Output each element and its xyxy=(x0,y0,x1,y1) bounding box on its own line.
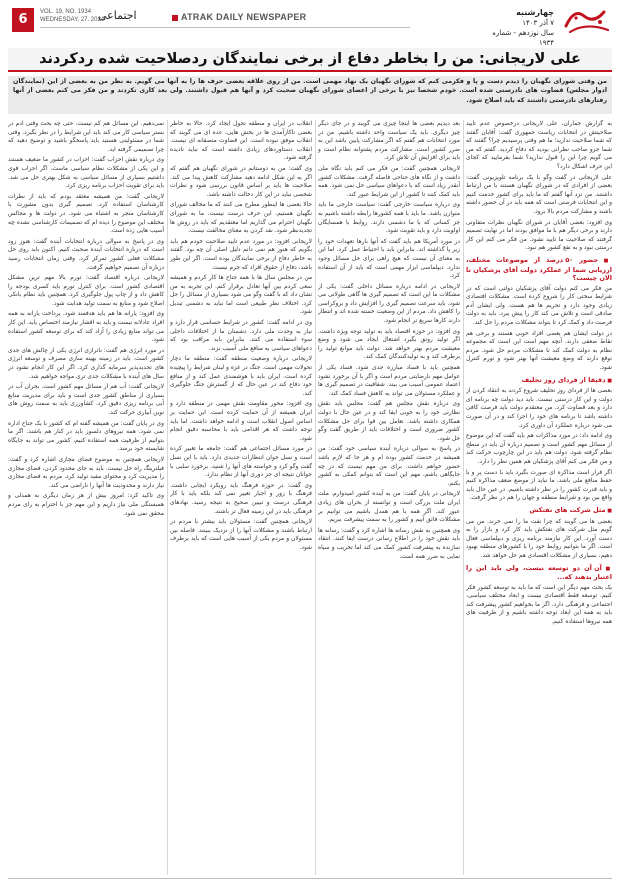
subheading: ■ حضور ۵۰ درصد از موضوعات مختلف، ارزیابی شما از عملکرد دولت آقای پزشکیان تا الان چیست؟ xyxy=(466,256,612,283)
subheading: ■ آن آن دو توسعه نیست، ولی باید این را اعتبار بدهند که... xyxy=(466,564,612,582)
paragraph: لاریجانی درباره وضعیت منطقه گفت: منطقه ما دچار تحولات مهمی است. جنگ در غزه و لبنان شرایط را پیچیده کرده است. ایران باید با هوشمندی عمل کند و از منافع خود دفاع کند در عین حال که از گسترش جنگ جلوگیری کند. xyxy=(170,356,312,397)
paragraph: وی در پایان گفت: من همیشه گفته ام که کشور با یک جناح اداره نمی شود. همه نیروهای دلسوز باید در کنار هم باشند. اگر ما بتوانیم از ظرفیت همه استفاده کنیم، کشور می تواند به جایگاه شایسته خود برسد. xyxy=(8,420,164,453)
paragraph: بعضی ها از فردای روز تحلیف شروع کردند به انتقاد کردن از دولت و این کار درستی نیست. باید دید دولت چه برنامه ای دارد و بعد قضاوت کرد. من معتقدم دولت باید فرصت کافی داشته باشد تا برنامه های خود را اجرا کند و در آن صورت می شود درباره عملکرد آن داوری کرد. xyxy=(466,388,612,429)
date-weekday: چهارشنبه xyxy=(516,8,554,17)
volume-line: VOL. 19, NO. 1934 xyxy=(40,9,92,15)
paragraph: لاریجانی در ادامه درباره مسائل داخلی گفت: یکی از مشکلات ما این است که تصمیم گیری ها گاهی طولانی می شود. باید سرعت تصمیم گیری را افزایش داد و بروکراسی را کاهش داد. مردم از این وضعیت خسته شده اند و انتظار دارند کارها سریع تر انجام شود. xyxy=(318,283,460,325)
article-column-1 xyxy=(466,120,612,875)
date-issue: سال نوزدهم - شماره ۱۹۳۴ xyxy=(492,29,554,47)
paragraph: وی افزود: در حوزه اقتصاد باید به تولید توجه ویژه داشت. اگر تولید رونق بگیرد اشتغال ایجاد می شود و وضع معیشت مردم بهتر خواهد شد. دولت باید موانع تولید را برطرف کند و به تولیدکنندگان کمک کند. xyxy=(318,328,460,361)
article-headline: علی لاریجانی: من را بخاطر دفاع از برخی نمایندگان ردصلاحیت شده ردکردند xyxy=(8,48,612,72)
paragraph: من فکر می کنم دولت آقای پزشکیان دولتی است که در شرایط سختی کار را شروع کرده است. مشکلات اقتصادی زیادی وجود دارد و تحریم ها هم هست. ولی ایشان آدم صادقی است و تلاش می کند کار را پیش ببرد. باید به دولت فرصت داد و کمک کرد تا بتواند مشکلات مردم را حل کند. xyxy=(466,285,612,327)
paragraph: لاریجانی گفت: من همیشه معتقد بودم که باید از نظرات کارشناسان استفاده کرد. تصمیم گیری بدون مشورت با کارشناسان منجر به اشتباه می شود. در دولت ها و مجالس مختلف این موضوع را دیده ام که تصمیمات کارشناسی نشده چه آسیب هایی زده است. xyxy=(8,193,164,235)
paragraph: در مورد انرژی هم گفت: ناترازی انرژی یکی از چالش های جدی کشور است. باید در زمینه بهینه سازی مصرف و توسعه انرژی های تجدیدپذیر سرمایه گذاری کرد. اگر این کار انجام نشود در سال های آینده با مشکلات جدی تری مواجه خواهیم شد. xyxy=(8,347,164,380)
paragraph: اگر قرار است مذاکره ای صورت بگیرد باید با دست پر و با حفظ منافع ملی باشد. ما نباید از موضع ضعف مذاکره کنیم و باید قدرت کشور را در نظر داشته باشیم. در عین حال باید واقع بین بود و شرایط منطقه و جهان را هم در نظر گرفت. xyxy=(466,469,612,502)
page-bottom-rule xyxy=(8,878,612,879)
article-column-4 xyxy=(8,120,164,875)
subheading: ■ مثل شرکت های نفتکش xyxy=(466,506,612,516)
paragraph: بعد دیدیم بعضی ها اینجا چیزی می گویند و در جای دیگر چیز دیگری. باید یک سیاست واحد داشته باشیم. من در مورد انتخابات هم گفتم که اگر مشارکت پایین باشد این به ضرر کشور است. مشارکت مردم پشتوانه نظام است و باید برای افزایش آن تلاش کرد. xyxy=(318,121,460,162)
paragraph: وی در ادامه گفت: کشور در شرایط حساسی قرار دارد و نیاز به وحدت ملی دارد. دشمنان ما از اختلافات داخلی سوء استفاده می کنند. بنابراین باید مراقب بود که دعواهای سیاسی به منافع ملی آسیب نزند. xyxy=(170,320,312,352)
paragraph: لاریجانی درباره اقتصاد گفت: تورم بالا مهم ترین مشکل اقتصادی کشور است. برای کنترل تورم باید کسری بودجه را کاهش داد و از چاپ پول جلوگیری کرد. همچنین باید نظام بانکی اصلاح شود و منابع به سمت تولید هدایت شود. xyxy=(8,275,164,307)
paragraph: لاریجانی در پایان گفت: من به آینده کشور امیدوارم. ملت ایران ملت بزرگی است و توانسته از بحران های زیادی عبور کند. اگر همه با هم همدل باشیم می توانیم بر مشکلات فائق آییم و کشور را به سمت پیشرفت ببریم. xyxy=(318,491,460,524)
article-column-3 xyxy=(170,120,312,875)
column-divider xyxy=(463,120,464,875)
subheading: ■ دقیقا از فردای روز تحلیف xyxy=(466,376,612,386)
paragraph: وی افزود: یارانه ها هم باید هدفمند شود. پرداخت یارانه به همه افراد عادلانه نیست و باید به اقشار نیازمند اختصاص یابد. این کار می تواند منابع زیادی را آزاد کند که برای توسعه کشور استفاده شود. xyxy=(8,311,164,344)
brand-text: ATRAK DAILY NEWSPAPER xyxy=(181,12,307,22)
paragraph: یک بحث مهم دیگر این است که ما باید به توسعه کشور فکر کنیم. توسعه فقط اقتصادی نیست و ابعاد مختلف سیاسی، اجتماعی و فرهنگی دارد. اگر ما بخواهیم کشور پیشرفت کند باید به همه این ابعاد توجه داشته باشیم و از ظرفیت های همه نیروها استفاده کنیم. xyxy=(466,584,612,626)
issue-date-line: WEDNESDAY, 27. 2024 xyxy=(40,17,105,23)
page-number: 6 xyxy=(12,8,34,32)
paragraph: در مورد مسائل اجتماعی هم گفت: جامعه ما تغییر کرده است و نسل جوان انتظارات جدیدی دارد. باید با این نسل گفت وگو کرد و خواسته های آنها را شنید. برخورد سلبی با جوانان نتیجه ای جز دوری آنها از نظام ندارد. xyxy=(170,446,312,479)
brand-square-icon xyxy=(172,15,178,21)
paragraph: همچنین باید با فساد مبارزه جدی شود. فساد یکی از عوامل مهم نارضایتی مردم است و اگر با آن برخورد نشود اعتماد عمومی آسیب می بیند. شفافیت در تصمیم گیری ها و عملکرد مسئولان می تواند به کاهش فساد کمک کند. xyxy=(318,365,460,397)
paragraph: وی در پاسخ به سوالی درباره انتخابات آینده گفت: هنوز زود است که درباره انتخابات آینده صحبت کنیم. اکنون باید روی حل مشکلات فعلی کشور تمرکز کرد. وقتی زمان انتخابات رسید درباره آن تصمیم خواهیم گرفت. xyxy=(8,238,164,271)
article-column-2 xyxy=(318,120,460,875)
date-day: ۷ آذر ۱۴۰۳ xyxy=(522,19,554,27)
masthead-rule xyxy=(40,27,410,28)
paragraph: وی گفت: من به دوستانم در شورای نگهبان هم گفتم که اگر به این شکل ادامه دهید مشارکت کاهش پیدا می کند. صلاحیت ها باید بر اساس قانون بررسی شود و نظرات شخصی نباید در این کار دخالت داشته باشد. xyxy=(170,165,312,198)
paragraph: در مورد آمریکا هم باید گفت که آنها بارها تعهدات خود را زیر پا گذاشته اند. بنابراین باید با احتیاط عمل کرد. اما این به معنای آن نیست که هیچ راهی برای حل مسائل وجود ندارد. دیپلماسی ابزار مهمی است که باید از آن استفاده کرد. xyxy=(318,238,460,280)
paragraph: لاریجانی همچنین به موضوع فضای مجازی اشاره کرد و گفت: فیلترینگ راه حل نیست. باید به جای محدود کردن، فضای مجازی را مدیریت کرد و محتوای مفید تولید کرد. مردم به فضای مجازی نیاز دارند و محدودیت ها آنها را ناراضی می کند. xyxy=(8,456,164,489)
paragraph: وی افزود: بعضی آقایان در شورای نگهبان نظرات متفاوتی دارند و برخی دیگر هم با ما موافق بودند اما در نهایت تصمیم گرفتند که صلاحیت ما تایید نشود. من فکر می کنم این کار درستی نبود و به نفع کشور هم نبود. xyxy=(466,219,612,252)
paragraph: لاریجانی گفت: آب هم از مسائل مهم کشور است. بحران آب در بسیاری از مناطق کشور جدی است و باید برای مدیریت منابع آبی برنامه ریزی دقیق کرد. کشاورزی باید به سمت روش های نوین آبیاری حرکت کند. xyxy=(8,384,164,416)
paragraph: به گزارش جماران، علی لاریجانی درخصوص عدم تایید صلاحیتش در انتخابات ریاست جمهوری گفت: آقایان گفتند که شما صلاحیت ندارید؛ ما هم وقتی پرسیدیم چرا؟ گفتند که شما جزو صاحب نظرانی بودید که دفاع کردید. گفتم که من می گویم چرا این را قبول ندارید؟ شما بفرمایید که کجای این حرف اشکال دارد؟ xyxy=(466,121,612,170)
paragraph: در دولت ایشان هم بعضی افراد خوبی هستند و برخی هم نقاط ضعفی دارند. آنچه مهم است این است که مجموعه نظام به دولت کمک کند تا مشکلات مردم حل شود. مردم توقع دارند که وضع معیشت آنها بهتر شود و تورم کنترل شود. xyxy=(466,330,612,372)
paragraph: وی درباره سیاست خارجی گفت: سیاست خارجی ما باید متوازن باشد. ما باید با همه کشورها رابطه داشته باشیم به جز کسانی که با ما دشمنی دارند. روابط با همسایگان اولویت دارد و باید تقویت شود. xyxy=(318,202,460,235)
paragraph: وی تاکید کرد: امروز بیش از هر زمان دیگری به همدلی و همبستگی ملی نیاز داریم و این مهم جز با احترام به رای مردم محقق نمی شود. xyxy=(8,493,164,517)
paragraph: وی همچنین به نقش رسانه ها اشاره کرد و گفت: رسانه ها باید نقش خود را در اطلاع رسانی درست ایفا کنند. انتقاد سازنده به پیشرفت کشور کمک می کند اما تخریب و سیاه نمایی به ضرر همه است. xyxy=(318,527,460,560)
paragraph: وی درباره نقش مجلس هم گفت: مجلس باید نقش نظارتی خود را به خوبی ایفا کند و در عین حال با دولت همکاری داشته باشد. تعامل بین قوا برای حل مشکلات کشور ضروری است و اختلافات باید از طریق گفت وگو حل شود. xyxy=(318,401,460,442)
column-divider xyxy=(315,120,316,875)
paragraph: من در مجلس سال ها با همه جناح ها کار کردم و همیشه سعی کردم بین آنها تعادل برقرار کنم. این تجربه به من نشان داد که با گفت وگو می شود بسیاری از مسائل را حل کرد. اختلاف نظر طبیعی است اما نباید به دشمنی تبدیل شود. xyxy=(170,275,312,316)
paragraph: نمی‌دهیم. این مسائل هم کم نیست. حتی چه بحث وقتی آدم در بستر سیاسی کار می کند باید این شرایط را در نظر بگیرد. وقتی شما در مسئولیتی هستید باید پاسخگو باشید و توضیح دهید که چرا تصمیمی گرفته اید. xyxy=(8,121,164,153)
volume-info xyxy=(40,8,104,24)
paragraph: در پاسخ به سوالی درباره آینده سیاسی خود گفت: من همیشه در خدمت کشور بوده ام و هر جا که لازم باشد حضور خواهم داشت. برای من مهم نیست که در چه جایگاهی باشم، مهم این است که بتوانم کمکی به کشور بکنم. xyxy=(318,446,460,487)
paragraph: لاریجانی همچنین گفت: من فکر می کنم باید نگاه ملی داشت و از نگاه های جناحی فاصله گرفت. مشکلات کشور آنقدر زیاد است که با دعواهای سیاسی حل نمی شود. همه باید کمک کنند تا کشور از این شرایط عبور کند. xyxy=(318,165,460,198)
paragraph: انقلاب در ایران و منطقه تحول ایجاد کرد. حالا به خاطر بعضی ناکارآمدی ها در بخش هایی، عده ای می گویند که انقلاب موفق نبوده است. این قضاوت منصفانه ای نیست. انقلاب دستاوردهای زیادی داشته است که نباید نادیده گرفته شود. xyxy=(170,121,312,162)
column-divider xyxy=(167,120,168,875)
paragraph: لاریجانی افزود: در مورد عدم تایید صلاحیت خودم هم باید بگویم که هنوز هم نمی دانم دلیل اصلی آن چه بود. گفتند به خاطر دفاع از برخی نمایندگان بوده است. اگر این طور باشد، دفاع از حقوق افراد که جرم نیست. xyxy=(170,238,312,271)
paragraph: وی افزود: محور مقاومت نقش مهمی در منطقه دارد و ایران همیشه از آن حمایت کرده است. این حمایت بر اساس اصول انقلاب است و ادامه خواهد داشت. اما باید توجه داشت که هر اقدامی باید با محاسبه دقیق انجام شود. xyxy=(170,401,312,442)
paragraph: لاریجانی همچنین گفت: مسئولان باید بیشتر با مردم در ارتباط باشند و مشکلات آنها را از نزدیک ببینند. فاصله بین مسئولان و مردم یکی از آسیب هایی است که باید برطرف شود. xyxy=(170,519,312,551)
brand-name xyxy=(172,12,306,22)
masthead xyxy=(0,0,620,47)
paragraph: علی لاریجانی در گفت وگو با یک برنامه تلویزیونی گفت: بعضی از افرادی که در شورای نگهبان هستند با من ارتباط داشتند. من نزد آنها گفتم که ما باید برای کشور خدمت کنیم و این انتخابات فرصتی است که همه باید در آن حضور داشته باشند و مشارکت مردم بالا برود. xyxy=(466,174,612,215)
paragraph: بعضی ها می گویند که چرا نفت ما را نمی خرند. من می گویم مثل شرکت های نفتکش باید کار کرد و بازار را به دست آورد. این کار نیازمند برنامه ریزی و دیپلماسی فعال است. اگر ما بتوانیم روابط خود را با کشورهای منطقه بهبود دهیم، بسیاری از مشکلات اقتصادی هم حل خواهد شد. xyxy=(466,518,612,559)
paragraph: وی درباره نقش احزاب گفت: احزاب در کشور ما ضعیف هستند و این یکی از مشکلات نظام سیاسی ماست. اگر احزاب قوی داشتیم بسیاری از مسائل سیاسی به شکل بهتری حل می شد. باید برای تقویت احزاب برنامه ریزی کرد. xyxy=(8,157,164,190)
paragraph: حالا بعضی ها اینطور مطرح می کنند که ما مخالف شورای نگهبان هستیم. این حرف درست نیست. ما به شورای نگهبان احترام می گذاریم اما معتقدیم که باید در روش ها تجدیدنظر شود. نقد کردن به معنای مخالفت نیست. xyxy=(170,202,312,235)
newspaper-logo xyxy=(560,2,614,38)
paragraph: وی ادامه داد: در مورد مذاکرات هم باید گفت که این موضوع از مسائل مهم کشور است و تصمیم درباره آن باید در سطح نظام گرفته شود. دولت هم باید در این چارچوب حرکت کند و من فکر می کنم آقای پزشکیان هم همین نظر را دارد. xyxy=(466,433,612,465)
issue-date xyxy=(484,8,554,48)
section-title: اجتماعی xyxy=(98,9,137,22)
article-lead: من وقتی شورای نگهبان را دیدم دست و پا و فکرمی کنم که شورای نگهبان یک نهاد مهمی است. من از روی علاقه بعضی حرف ها را به آنها می گویم. به نظر من به بعضی از این (نمایندگان ادوار مجلس) قضاوت های نادرستی شده است. خودم شخصا نیز با برخی از اعضای شورای نگهبان صحبت کرد و آنها هم قبول داشتند. ولی بعد کاری نکردند و من فکر می کنم بعضی از آنها رفتارهای نادرستی داشتند که باید اصلاح شود. xyxy=(8,76,612,114)
paragraph: وی گفت: در حوزه فرهنگ باید رویکرد ایجابی داشت. فرهنگ با زور و اجبار تغییر نمی کند بلکه باید با کار فرهنگی درست و تبیین صحیح به نتیجه رسید. نهادهای فرهنگی باید در این زمینه فعال تر باشند. xyxy=(170,482,312,515)
